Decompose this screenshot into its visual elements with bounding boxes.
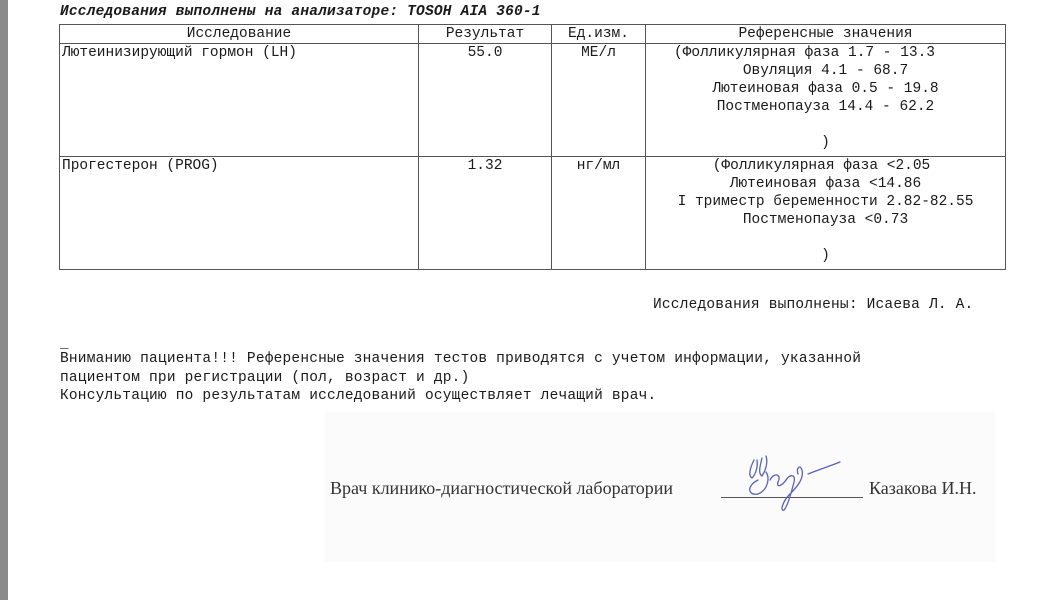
reference-line: I триместр беременности 2.82-82.55 — [677, 194, 974, 210]
header-test: Исследование — [60, 25, 419, 44]
analyzer-title: Исследования выполнены на анализаторе: TOSOH AIA 360-1 — [60, 4, 541, 20]
reference-line: Постменопауза 14.4 - 62.2 — [716, 99, 935, 115]
results-table — [59, 24, 1006, 270]
test-unit: нг/мл — [552, 157, 646, 270]
handwritten-signature-icon — [740, 450, 850, 515]
test-name: Лютеинизирующий гормон (LH) — [60, 44, 419, 157]
reference-line: (Фолликулярная фаза 1.7 - 13.3 — [673, 45, 936, 61]
notice-line: Вниманию пациента!!! Референсные значения тестов приводятся с учетом информации, указанной — [60, 351, 862, 367]
reference-line: Постменопауза <0.73 — [742, 212, 909, 228]
signer-position: Врач клинико-диагностической лаборатории — [330, 478, 674, 498]
notice-line: Консультацию по результатам исследований осуществляет лечащий врач. — [60, 388, 657, 404]
separator-dash: _ — [60, 336, 69, 352]
test-result: 55.0 — [419, 44, 552, 157]
performed-by: Исследования выполнены: Исаева Л. А. — [653, 297, 974, 313]
header-reference: Референсные значения — [646, 25, 1006, 44]
reference-line: Лютеиновая фаза 0.5 - 19.8 — [712, 81, 939, 97]
reference-close: ) — [821, 135, 830, 151]
reference-close: ) — [821, 248, 830, 264]
notice-line: пациентом при регистрации (пол, возраст и др.) — [60, 369, 470, 386]
reference-line: Овуляция 4.1 - 68.7 — [742, 63, 909, 79]
table-header-row — [60, 25, 1006, 44]
reference-values — [646, 44, 1006, 157]
reference-values — [646, 157, 1006, 270]
test-unit: МЕ/л — [552, 44, 646, 157]
test-name: Прогестерон (PROG) — [60, 157, 419, 270]
table-row — [60, 44, 1006, 157]
header-result: Результат — [419, 25, 552, 44]
patient-notice — [60, 350, 861, 406]
table-row — [60, 157, 1006, 270]
page-edge-stripe — [0, 0, 8, 600]
reference-line: (Фолликулярная фаза <2.05 — [712, 158, 931, 174]
test-result: 1.32 — [419, 157, 552, 270]
header-unit: Ед.изм. — [552, 25, 646, 44]
reference-line: Лютеиновая фаза <14.86 — [729, 176, 922, 192]
signer-name: Казакова И.Н. — [869, 478, 977, 498]
